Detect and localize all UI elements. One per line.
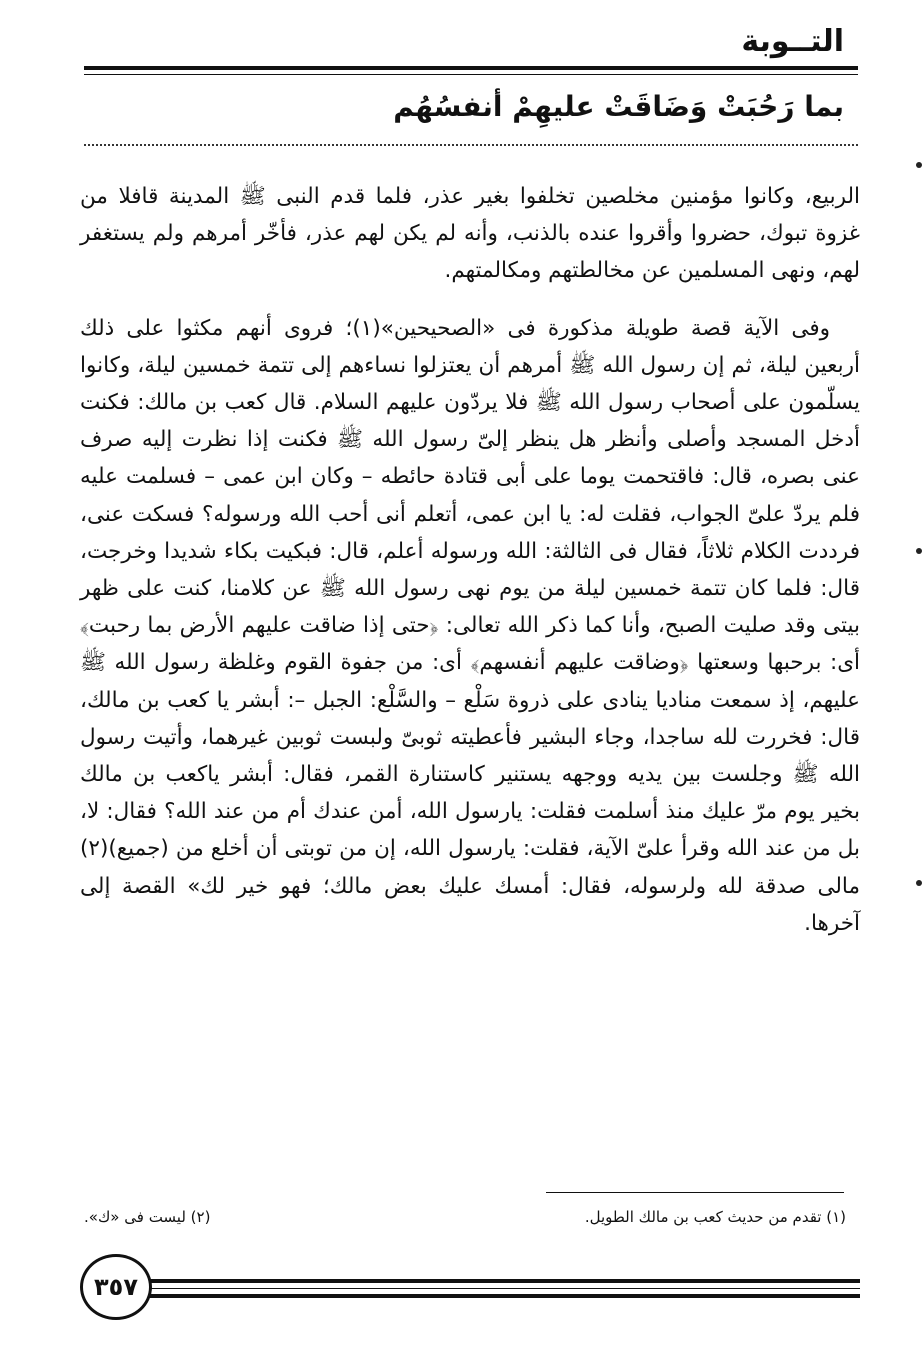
heading-dotted-divider (84, 144, 858, 146)
paragraph-2: وفى الآية قصة طويلة مذكورة فى «الصحيحين»(١)؛ فروى أنهم مكثوا على ذلك أربعين ليلة، ثم إن رسول الله ﷺ أمرهم أن يعتزلوا نساءهم إلى تتمة خمسين ليلة، وكانوا يسلّمون على أصحاب رسول الله ﷺ فلا يردّون عليهم السلام. قال كعب بن مالك: فكنت أدخل المسجد وأصلى وأنظر هل ينظر إلىّ رسول الله ﷺ فكنت إذا نظرت إليه صرف عنى بصره، قال: فاقتحمت يوما على أبى قتادة حائطه – وكان ابن عمى – فسلمت عليه فلم يردّ علىّ الجواب، فقلت له: يا ابن عمى، أتعلم أنى أحب الله ورسوله؟ فسكت عنى، فرددت الكلام ثلاثاً، فقال فى الثالثة: الله ورسوله أعلم، قال: فبكيت بكاء شديدا وخرجت، قال: فلما كان تتمة خمسين ليلة من يوم نهى رسول الله ﷺ عن كلامنا، كنت على ظهر بيتى وقد صليت الصبح، وأنا كما ذكر الله تعالى: ﴿حتى إذا ضاقت عليهم الأرض بما رحبت﴾ أى: برحبها وسعتها ﴿وضاقت عليهم أنفسهم﴾ أى: من جفوة القوم وغلظة رسول الله ﷺ عليهم، إذ سمعت مناديا ينادى على ذروة سَلْع – والسَّلْع: الجبل –: أبشر يا كعب بن مالك، قال: فخررت لله ساجدا، وجاء البشير فأعطيته ثوبىّ ولبست ثوبين غيرهما، وأتيت رسول الله ﷺ وجلست بين يديه ووجهه يستنير كاستنارة القمر، فقال: أبشر ياكعب بن مالك بخير يوم مرّ عليك منذ أسلمت فقلت: يارسول الله، أمن عندك أم من عند الله؟ فقال: لا، بل من عند الله وقرأ علىّ الآية، فقلت: يارسول الله، إن من توبتى أن أخلع من (جميع)(٢) مالى صدقة لله ولرسوله، فقال: أمسك عليك بعض مالك؛ فهو خير لك» القصة إلى آخرها. (80, 315, 860, 936)
margin-dot (916, 162, 922, 168)
section-heading: بما رَحُبَتْ وَضَاقَتْ عليهِمْ أنفسُهُم (393, 90, 844, 123)
footnote-2: (٢) ليست فى «ك». (84, 1208, 211, 1226)
footnote-divider (546, 1192, 844, 1193)
margin-dot (916, 880, 922, 886)
footer-rule-thick (148, 1279, 860, 1283)
header-rule-thick (84, 66, 858, 70)
paragraph-1: الربيع، وكانوا مؤمنين مخلصين تخلفوا بغير عذر، فلما قدم النبى ﷺ المدينة قافلا من غزوة تبوك، حضروا وأقروا عنده بالذنب، وأنه لم يكن لهم عذر، فأخّر أمرهم ولم يستغفر لهم، ونهى المسلمين عن مخالطتهم ومكالمتهم. (80, 184, 860, 284)
footer-rule-thin (148, 1288, 860, 1289)
footer-rule-thick-lower (148, 1294, 860, 1298)
header-rule-thin (84, 74, 858, 75)
margin-dot (916, 548, 922, 554)
running-header-title: التــوبة (741, 24, 844, 59)
body-text (80, 178, 860, 962)
page-number: ٣٥٧ (80, 1254, 152, 1320)
footnote-1: (١) تقدم من حديث كعب بن مالك الطويل. (584, 1208, 846, 1226)
